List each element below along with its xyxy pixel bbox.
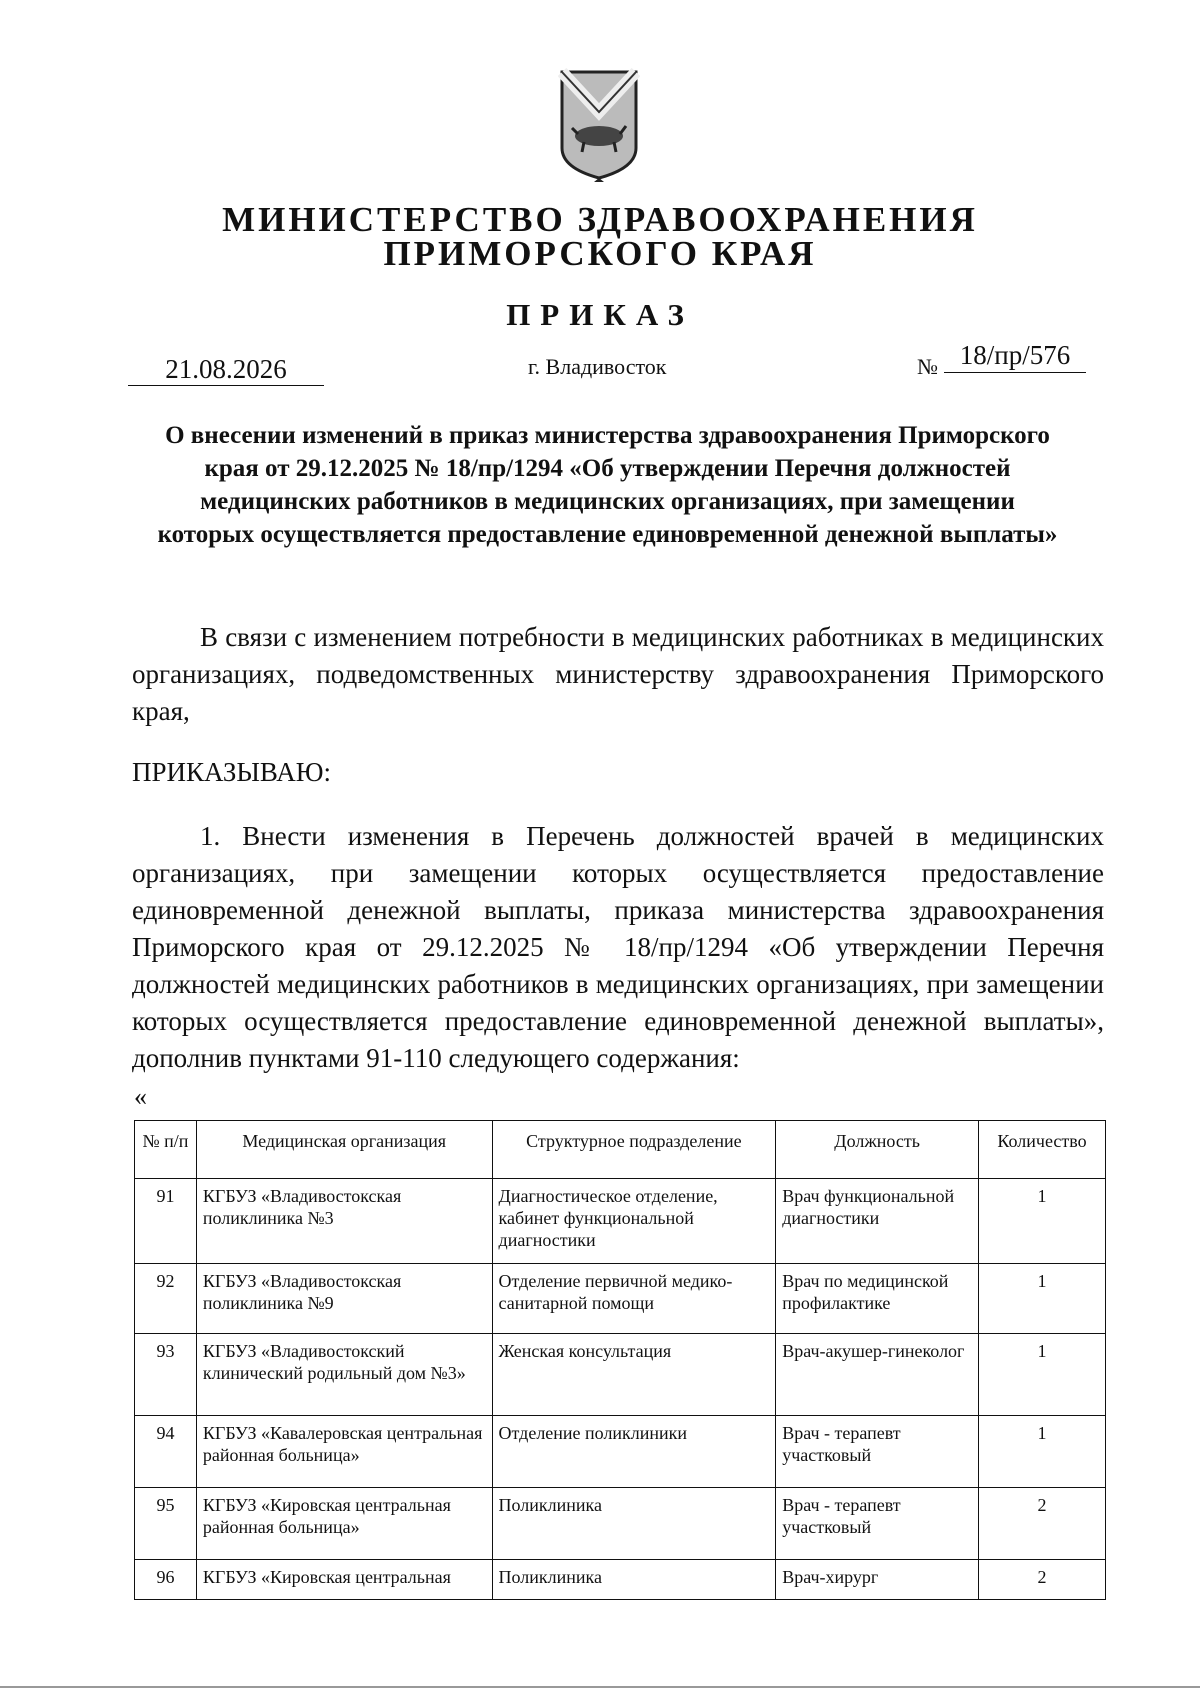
number-sign: № bbox=[917, 354, 938, 379]
coat-of-arms-icon bbox=[558, 68, 640, 182]
row-organization: КГБУЗ «Владивостокская поликлиника №3 bbox=[196, 1179, 492, 1264]
row-quantity: 1 bbox=[979, 1334, 1106, 1416]
header-number: № п/п bbox=[135, 1121, 197, 1179]
row-quantity: 1 bbox=[979, 1416, 1106, 1488]
row-department: Поликлиника bbox=[492, 1488, 776, 1560]
ministry-name-line2: ПРИМОРСКОГО КРАЯ bbox=[383, 234, 817, 273]
row-organization: КГБУЗ «Кировская центральная районная больница» bbox=[196, 1488, 492, 1560]
row-position: Врач - терапевт участковый bbox=[776, 1416, 979, 1488]
table-row bbox=[135, 1264, 1106, 1334]
table-row bbox=[135, 1560, 1106, 1600]
row-number: 96 bbox=[135, 1560, 197, 1600]
header-quantity: Количество bbox=[979, 1121, 1106, 1179]
row-position: Врач - терапевт участковый bbox=[776, 1488, 979, 1560]
order-word: ПРИКАЗЫВАЮ: bbox=[132, 757, 331, 787]
row-department: Женская консультация bbox=[492, 1334, 776, 1416]
row-department: Поликлиника bbox=[492, 1560, 776, 1600]
row-department: Отделение первичной медико-санитарной помощи bbox=[492, 1264, 776, 1334]
row-number: 95 bbox=[135, 1488, 197, 1560]
order-city: г. Владивосток bbox=[528, 354, 667, 379]
table-row bbox=[135, 1179, 1106, 1264]
row-position: Врач функциональной диагностики bbox=[776, 1179, 979, 1264]
row-position: Врач по медицинской профилактике bbox=[776, 1264, 979, 1334]
row-organization: КГБУЗ «Владивостокский клинический родильный дом №3» bbox=[196, 1334, 492, 1416]
order-subject: О внесении изменений в приказ министерства здравоохранения Приморского края от 29.12.2025 № 18/пр/1294 «Об утверждении Перечня должностей медицинских работников в медицинских организациях, при замещении которых осуществляется предоставление единовременной денежной выплаты» bbox=[157, 422, 1058, 548]
ministry-name-line1: МИНИСТЕРСТВО ЗДРАВООХРАНЕНИЯ bbox=[222, 200, 978, 239]
row-number: 94 bbox=[135, 1416, 197, 1488]
row-department: Диагностическое отделение, кабинет функциональной диагностики bbox=[492, 1179, 776, 1264]
row-number: 92 bbox=[135, 1264, 197, 1334]
table-row bbox=[135, 1488, 1106, 1560]
table-row bbox=[135, 1416, 1106, 1488]
preamble-paragraph: В связи с изменением потребности в медицинских работниках в медицинских организациях, подведомственных министерству здравоохранения Приморского края, bbox=[132, 622, 1104, 726]
opening-quote: « bbox=[134, 1082, 147, 1111]
header-department: Структурное подразделение bbox=[492, 1121, 776, 1179]
table-header-row bbox=[135, 1121, 1106, 1179]
order-number: 18/пр/576 bbox=[944, 338, 1086, 373]
row-position: Врач-хирург bbox=[776, 1560, 979, 1600]
row-organization: КГБУЗ «Кавалеровская центральная районная больница» bbox=[196, 1416, 492, 1488]
row-number: 93 bbox=[135, 1334, 197, 1416]
row-quantity: 2 bbox=[979, 1488, 1106, 1560]
page-edge-divider bbox=[0, 1686, 1200, 1688]
table-row bbox=[135, 1334, 1106, 1416]
document-type-title: ПРИКАЗ bbox=[506, 297, 694, 332]
row-department: Отделение поликлиники bbox=[492, 1416, 776, 1488]
row-quantity: 2 bbox=[979, 1560, 1106, 1600]
row-number: 91 bbox=[135, 1179, 197, 1264]
header-organization: Медицинская организация bbox=[196, 1121, 492, 1179]
row-organization: КГБУЗ «Кировская центральная bbox=[196, 1560, 492, 1600]
row-position: Врач-акушер-гинеколог bbox=[776, 1334, 979, 1416]
header-position: Должность bbox=[776, 1121, 979, 1179]
row-organization: КГБУЗ «Владивостокская поликлиника №9 bbox=[196, 1264, 492, 1334]
row-quantity: 1 bbox=[979, 1264, 1106, 1334]
order-date: 21.08.2026 bbox=[128, 354, 324, 386]
row-quantity: 1 bbox=[979, 1179, 1106, 1264]
positions-table bbox=[134, 1120, 1106, 1600]
order-item-1: 1. Внести изменения в Перечень должностей врачей в медицинских организациях, при замещении которых осуществляется предоставление единовременной денежной выплаты, приказа министерства здравоохранения Приморского края от 29.12.2025 № 18/пр/1294 «Об утверждении Перечня должностей медицинских работников в медицинских организациях, при замещении которых осуществляется предоставление единовременной денежной выплаты», дополнив пунктами 91-110 следующего содержания: bbox=[132, 821, 1104, 1073]
